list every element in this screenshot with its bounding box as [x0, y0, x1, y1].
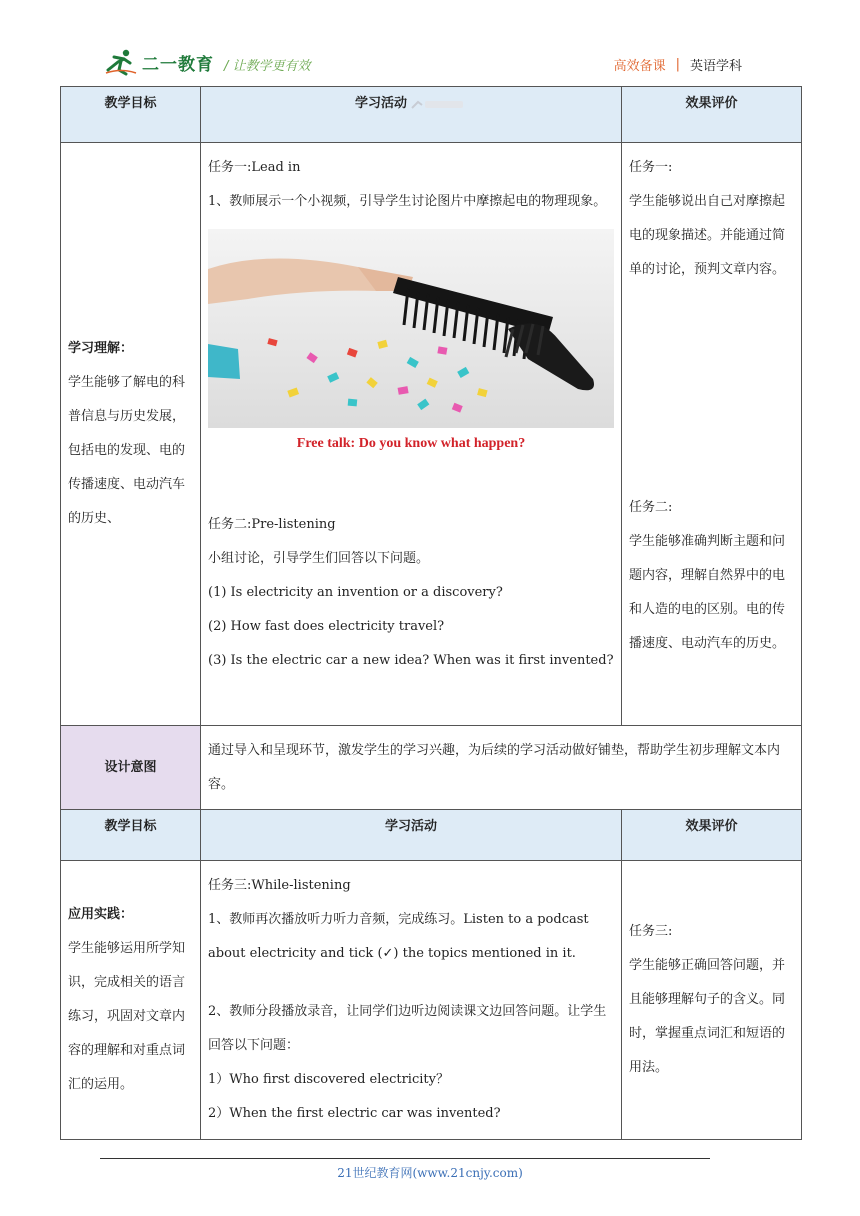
task1-title: 任务一:Lead in: [208, 160, 301, 175]
table-header-row: [61, 87, 802, 143]
slogan: / 让教学更有效: [224, 59, 311, 74]
image-caption: Free talk: Do you know what happen?: [296, 436, 526, 451]
task3-question: 1）Who first discovered electricity？: [208, 1072, 449, 1087]
header-cell-goal: 教学目标: [61, 810, 201, 861]
task2-question: (2) How fast does electricity travel?: [208, 619, 445, 634]
activity-cell: [201, 143, 622, 726]
eval2-title: 任务二:: [629, 500, 673, 515]
eval3-title: 任务三:: [629, 924, 673, 939]
header-cell-activity: [201, 87, 622, 143]
page-header: [0, 0, 860, 86]
watermark-logo-icon: [409, 97, 467, 111]
evaluation-cell: [622, 861, 802, 1140]
evaluation-cell: [622, 143, 802, 726]
goal-title: 应用实践：: [68, 907, 134, 922]
eval2-text: 学生能够准确判断主题和问题内容，理解自然界中的电和人造的电的区别。电的传播速度、电动汽车的历史。: [629, 534, 786, 651]
task3-step1: 1、教师再次播放听力听力音频，完成练习。Listen to a podcast about electricity and tick (✓) the topics mentioned in it.: [208, 912, 589, 961]
goal-cell: [61, 143, 201, 726]
header-separator: |: [675, 57, 680, 72]
running-figure-icon: [104, 48, 138, 76]
task2-question: (1) Is electricity an invention or a discovery?: [208, 585, 503, 600]
subject-label: 英语学科: [689, 59, 742, 74]
goal-title: 学习理解：: [68, 341, 134, 356]
header-right: [614, 55, 742, 74]
footer-divider: [100, 1158, 710, 1159]
table-row: [61, 861, 802, 1140]
brand-logo: [104, 48, 214, 76]
design-intent-text: 通过导入和呈现环节，激发学生的学习兴趣，为后续的学习活动做好铺垫，帮助学生初步理解文本内容。: [201, 726, 802, 810]
header-cell-activity: 学习活动: [201, 810, 622, 861]
task3-step2: 2、教师分段播放录音，让同学们边听边阅读课文边回答问题。让学生回答以下问题：: [208, 1004, 607, 1053]
table-header-row: [61, 810, 802, 861]
eval1-title: 任务一:: [629, 160, 673, 175]
footer-link[interactable]: 21世纪教育网(www.21cnjy.com): [337, 1166, 523, 1180]
header-label: 高效备课: [613, 59, 666, 74]
goal-cell: [61, 861, 201, 1140]
eval3-text: 学生能够正确回答问题，并且能够理解句子的含义。同时，掌握重点词汇和短语的用法。: [629, 958, 786, 1075]
task2-intro: 小组讨论，引导学生们回答以下问题。: [208, 551, 430, 566]
header-activity-label: 学习活动: [354, 96, 407, 111]
goal-text: 学生能够运用所学知识，完成相关的语言练习，巩固对文章内容的理解和对重点词汇的运用。: [68, 941, 186, 1092]
table-row: [61, 726, 802, 810]
lesson-table: [60, 86, 802, 1140]
comb-static-electricity-photo: [208, 229, 614, 428]
header-cell-evaluation: 效果评价: [622, 87, 802, 143]
header-cell-goal: 教学目标: [61, 87, 201, 143]
design-intent-label: 设计意图: [61, 726, 201, 810]
brand-name: 二一教育: [142, 54, 214, 75]
task2-title: 任务二:Pre-listening: [208, 517, 336, 532]
task3-title: 任务三:While-listening: [208, 878, 351, 893]
task3-question: 2）When the first electric car was invented?: [208, 1106, 501, 1121]
activity-cell: [201, 861, 622, 1140]
eval1-text: 学生能够说出自己对摩擦起电的现象描述。并能通过简单的讨论，预判文章内容。: [629, 194, 786, 277]
table-row: [61, 143, 802, 726]
task2-question: (3) Is the electric car a new idea? When was it first invented?: [208, 653, 614, 668]
goal-text: 学生能够了解电的科普信息与历史发展，包括电的发现、电的传播速度、电动汽车的历史、: [68, 375, 186, 526]
header-cell-evaluation: 效果评价: [622, 810, 802, 861]
task1-text: 1、教师展示一个小视频，引导学生讨论图片中摩擦起电的物理现象。: [208, 194, 607, 209]
